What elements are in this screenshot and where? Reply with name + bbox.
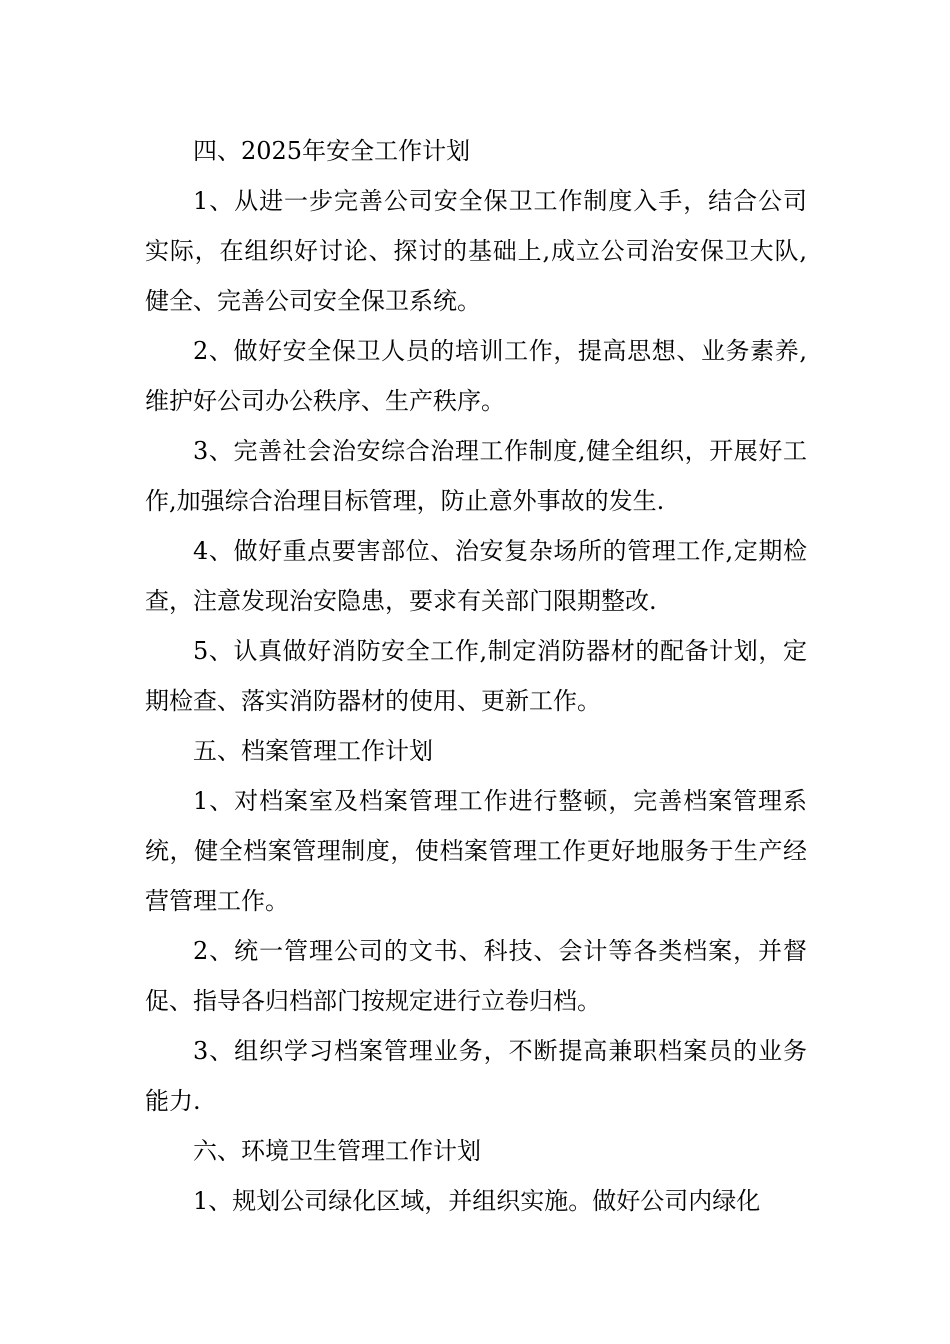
paragraph: 1、从进一步完善公司安全保卫工作制度入手，结合公司实际，在组织好讨论、探讨的基础上,成立公司治安保卫大队,健全、完善公司安全保卫系统。 — [145, 187, 807, 315]
section-heading-safety: 四、2025年安全工作计划 — [193, 137, 471, 165]
paragraph: 3、完善社会治安综合治理工作制度,健全组织，开展好工作,加强综合治理目标管理，防止意外事故的发生. — [145, 437, 807, 515]
paragraph: 1、规划公司绿化区域，并组织实施。做好公司内绿化 — [193, 1187, 761, 1215]
section-heading-archives: 五、档案管理工作计划 — [193, 737, 433, 765]
paragraph: 3、组织学习档案管理业务，不断提高兼职档案员的业务能力. — [145, 1037, 807, 1115]
paragraph: 5、认真做好消防安全工作,制定消防器材的配备计划，定期检查、落实消防器材的使用、更新工作。 — [145, 637, 807, 715]
paragraph: 4、做好重点要害部位、治安复杂场所的管理工作,定期检查，注意发现治安隐患，要求有关部门限期整改. — [145, 537, 807, 615]
paragraph: 2、统一管理公司的文书、科技、会计等各类档案，并督促、指导各归档部门按规定进行立卷归档。 — [145, 937, 807, 1015]
section-heading-environment: 六、环境卫生管理工作计划 — [193, 1137, 481, 1165]
document-body — [145, 126, 807, 1226]
paragraph: 2、做好安全保卫人员的培训工作，提高思想、业务素养,维护好公司办公秩序、生产秩序。 — [145, 337, 807, 415]
paragraph: 1、对档案室及档案管理工作进行整顿，完善档案管理系统，健全档案管理制度，使档案管理工作更好地服务于生产经营管理工作。 — [145, 787, 807, 915]
